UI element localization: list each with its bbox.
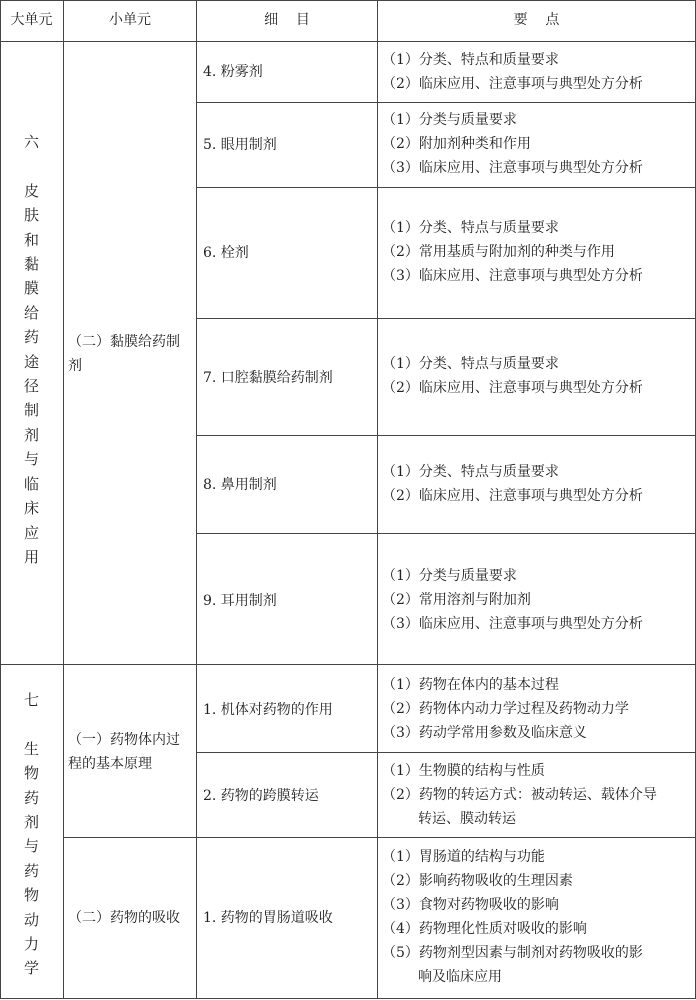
point-item: （3）药动学常用参数及临床意义 [382,725,587,741]
point-item: 转运、膜动转运 [418,811,516,827]
row-divider [196,318,696,319]
minor-unit-mucosal: （二）黏膜给药制剂 [68,334,180,374]
header-points: 要 点 [513,12,560,28]
column-divider [63,0,64,999]
point-item: （2）临床应用、注意事项与典型处方分析 [382,76,643,92]
minor-unit-absorption: （二）药物的吸收 [68,910,180,926]
major-unit-7: 七 生 物 药 剂 与 药 物 动 力 学 [23,691,39,978]
point-item: 响及临床应用 [418,969,502,985]
table-border-bottom [0,998,696,999]
point-item: （2）临床应用、注意事项与典型处方分析 [382,488,643,504]
point-item: （1）分类与质量要求 [382,568,517,584]
header-major-unit: 大单元 [10,12,53,28]
points-row [382,216,643,288]
points-row [382,845,643,989]
point-item: （1）药物在体内的基本过程 [382,677,559,693]
detail-row: 9. 耳用制剂 [203,593,277,609]
column-divider [196,0,197,999]
row-divider [196,533,696,534]
row-divider [196,435,696,436]
table-border-top [0,0,696,1]
point-item: （1）分类、特点与质量要求 [382,464,559,480]
detail-row: 1. 药物的胃肠道吸收 [203,910,333,926]
point-item: （1）分类与质量要求 [382,112,517,128]
points-row [382,673,629,745]
point-item: （1）分类、特点与质量要求 [382,356,559,372]
points-row [382,48,643,96]
section-divider [0,664,696,665]
minor-unit-in-vivo-process: （一）药物体内过程的基本原理 [68,732,180,772]
row-divider [196,187,696,188]
points-row [382,352,643,400]
detail-row: 4. 粉雾剂 [203,64,263,80]
points-row [382,759,657,831]
point-item: （1）胃肠道的结构与功能 [382,849,545,865]
point-item: （2）常用溶剂与附加剂 [382,592,531,608]
major-unit-6: 六 皮 肤 和 黏 膜 给 药 途 径 制 剂 与 临 床 应 用 [23,133,39,566]
detail-row: 6. 栓剂 [203,245,249,261]
point-item: （2）药物体内动力学过程及药物动力学 [382,701,629,717]
point-item: （1）分类、特点与质量要求 [382,220,559,236]
detail-row: 2. 药物的跨膜转运 [203,788,319,804]
row-divider [64,837,696,838]
point-item: （1）分类、特点和质量要求 [382,52,559,68]
header-minor-unit: 小单元 [109,12,151,28]
row-divider [196,102,696,103]
point-item: （2）附加剂种类和作用 [382,136,531,152]
detail-row: 7. 口腔黏膜给药制剂 [203,370,333,386]
point-item: （5）药物剂型因素与制剂对药物吸收的影 [382,945,643,961]
point-item: （2）临床应用、注意事项与典型处方分析 [382,380,643,396]
header-detail: 细 目 [264,12,310,28]
points-row [382,564,643,636]
points-row [382,460,643,508]
point-item: （2）常用基质与附加剂的种类与作用 [382,244,615,260]
point-item: （3）临床应用、注意事项与典型处方分析 [382,616,643,632]
point-item: （3）临床应用、注意事项与典型处方分析 [382,160,643,176]
row-divider [196,752,696,753]
point-item: （1）生物膜的结构与性质 [382,763,545,779]
point-item: （4）药物理化性质对吸收的影响 [382,921,587,937]
column-divider [377,0,378,999]
point-item: （2）药物的转运方式：被动转运、载体介导 [382,787,657,803]
point-item: （3）临床应用、注意事项与典型处方分析 [382,268,643,284]
point-item: （2）影响药物吸收的生理因素 [382,873,573,889]
points-row [382,108,643,180]
detail-row: 1. 机体对药物的作用 [203,702,333,718]
point-item: （3）食物对药物吸收的影响 [382,897,559,913]
detail-row: 8. 鼻用制剂 [203,477,277,493]
header-divider [0,41,696,42]
detail-row: 5. 眼用制剂 [203,137,277,153]
